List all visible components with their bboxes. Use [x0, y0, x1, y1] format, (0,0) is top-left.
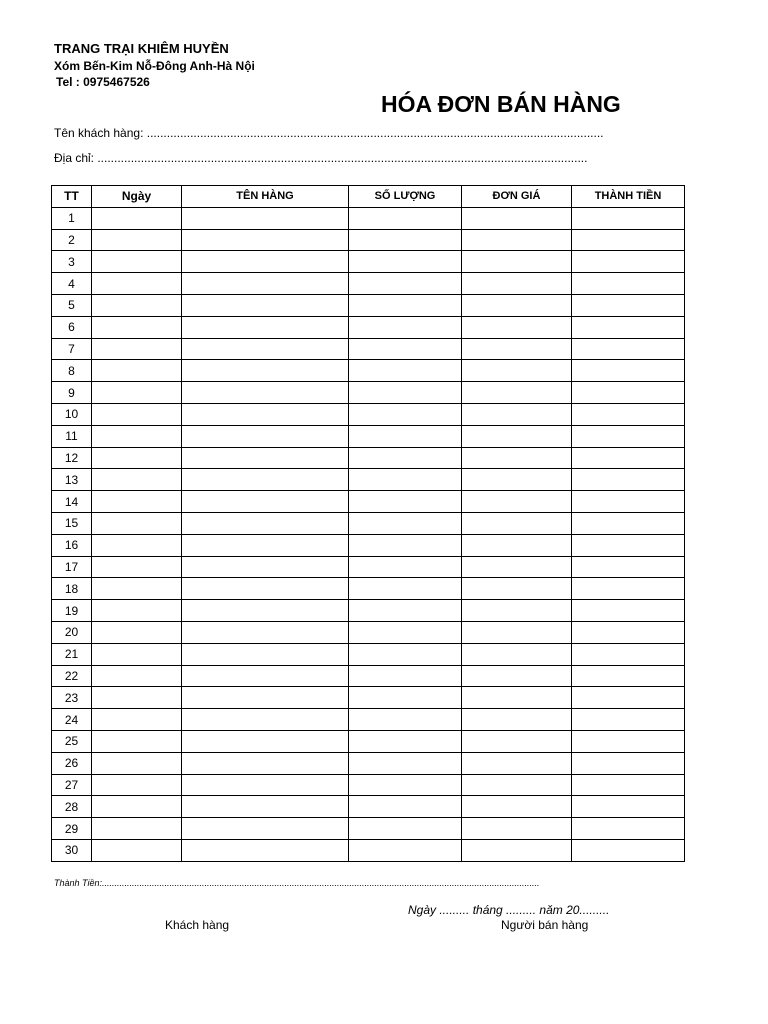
- cell-date[interactable]: [92, 687, 182, 709]
- cell-date[interactable]: [92, 469, 182, 491]
- cell-date[interactable]: [92, 556, 182, 578]
- table-row: [52, 730, 685, 752]
- cell-unit-price[interactable]: [462, 621, 572, 643]
- cell-quantity[interactable]: [349, 512, 462, 534]
- cell-unit-price[interactable]: [462, 796, 572, 818]
- cell-date[interactable]: [92, 491, 182, 513]
- table-row: [52, 621, 685, 643]
- cell-item-name[interactable]: [182, 687, 349, 709]
- cell-date[interactable]: [92, 621, 182, 643]
- cell-unit-price[interactable]: [462, 665, 572, 687]
- cell-unit-price[interactable]: [462, 316, 572, 338]
- cell-amount[interactable]: [572, 687, 685, 709]
- cell-unit-price[interactable]: [462, 818, 572, 840]
- cell-unit-price[interactable]: [462, 403, 572, 425]
- table-row: [52, 447, 685, 469]
- cell-unit-price[interactable]: [462, 425, 572, 447]
- cell-quantity[interactable]: [349, 752, 462, 774]
- cell-item-name[interactable]: [182, 709, 349, 731]
- cell-amount[interactable]: [572, 360, 685, 382]
- cell-amount[interactable]: [572, 229, 685, 251]
- cell-amount[interactable]: [572, 273, 685, 295]
- cell-quantity[interactable]: [349, 251, 462, 273]
- cell-item-name[interactable]: [182, 578, 349, 600]
- cell-item-name[interactable]: [182, 360, 349, 382]
- cell-amount[interactable]: [572, 643, 685, 665]
- cell-date[interactable]: [92, 534, 182, 556]
- cell-item-name[interactable]: [182, 839, 349, 861]
- cell-amount[interactable]: [572, 730, 685, 752]
- total-amount-line: Thành Tiền:...............................................................................................................................................................................: [54, 878, 540, 888]
- cell-quantity[interactable]: [349, 491, 462, 513]
- cell-date[interactable]: [92, 273, 182, 295]
- cell-unit-price[interactable]: [462, 687, 572, 709]
- row-number: 15: [52, 512, 92, 534]
- cell-quantity[interactable]: [349, 316, 462, 338]
- table-row: [52, 774, 685, 796]
- row-number: 16: [52, 534, 92, 556]
- column-header-tt: TT: [52, 186, 92, 208]
- cell-item-name[interactable]: [182, 796, 349, 818]
- row-number: 26: [52, 752, 92, 774]
- cell-item-name[interactable]: [182, 556, 349, 578]
- table-row: [52, 600, 685, 622]
- cell-amount[interactable]: [572, 425, 685, 447]
- column-header-amount: THÀNH TIỀN: [572, 186, 685, 208]
- cell-item-name[interactable]: [182, 294, 349, 316]
- cell-item-name[interactable]: [182, 469, 349, 491]
- table-row: [52, 251, 685, 273]
- cell-unit-price[interactable]: [462, 730, 572, 752]
- column-header-item-name: TÊN HÀNG: [182, 186, 349, 208]
- table-row: [52, 534, 685, 556]
- column-header-unit-price: ĐƠN GIÁ: [462, 186, 572, 208]
- row-number: 6: [52, 316, 92, 338]
- row-number: 17: [52, 556, 92, 578]
- cell-item-name[interactable]: [182, 273, 349, 295]
- cell-date[interactable]: [92, 643, 182, 665]
- cell-amount[interactable]: [572, 294, 685, 316]
- cell-amount[interactable]: [572, 447, 685, 469]
- date-line: Ngày ......... tháng ......... năm 20.........: [408, 903, 610, 917]
- cell-amount[interactable]: [572, 600, 685, 622]
- cell-quantity[interactable]: [349, 839, 462, 861]
- cell-quantity[interactable]: [349, 796, 462, 818]
- cell-unit-price[interactable]: [462, 447, 572, 469]
- row-number: 11: [52, 425, 92, 447]
- row-number: 8: [52, 360, 92, 382]
- cell-date[interactable]: [92, 207, 182, 229]
- row-number: 27: [52, 774, 92, 796]
- table-row: [52, 491, 685, 513]
- cell-date[interactable]: [92, 425, 182, 447]
- customer-address-field: Địa chỉ: ...................................................................................................................................................: [54, 151, 588, 165]
- row-number: 4: [52, 273, 92, 295]
- cell-item-name[interactable]: [182, 730, 349, 752]
- cell-item-name[interactable]: [182, 338, 349, 360]
- cell-date[interactable]: [92, 229, 182, 251]
- cell-unit-price[interactable]: [462, 207, 572, 229]
- cell-date[interactable]: [92, 730, 182, 752]
- row-number: 30: [52, 839, 92, 861]
- row-number: 19: [52, 600, 92, 622]
- cell-quantity[interactable]: [349, 643, 462, 665]
- cell-amount[interactable]: [572, 556, 685, 578]
- cell-date[interactable]: [92, 338, 182, 360]
- cell-item-name[interactable]: [182, 818, 349, 840]
- cell-quantity[interactable]: [349, 403, 462, 425]
- farm-name: TRANG TRẠI KHIÊM HUYỀN: [54, 41, 229, 56]
- row-number: 28: [52, 796, 92, 818]
- table-row: [52, 425, 685, 447]
- cell-unit-price[interactable]: [462, 709, 572, 731]
- table-row: [52, 687, 685, 709]
- cell-item-name[interactable]: [182, 251, 349, 273]
- row-number: 18: [52, 578, 92, 600]
- cell-date[interactable]: [92, 294, 182, 316]
- cell-item-name[interactable]: [182, 774, 349, 796]
- table-row: [52, 512, 685, 534]
- cell-amount[interactable]: [572, 818, 685, 840]
- cell-quantity[interactable]: [349, 273, 462, 295]
- cell-date[interactable]: [92, 316, 182, 338]
- cell-amount[interactable]: [572, 839, 685, 861]
- cell-unit-price[interactable]: [462, 338, 572, 360]
- row-number: 22: [52, 665, 92, 687]
- cell-amount[interactable]: [572, 752, 685, 774]
- cell-unit-price[interactable]: [462, 578, 572, 600]
- table-body: [52, 207, 685, 861]
- cell-date[interactable]: [92, 251, 182, 273]
- cell-quantity[interactable]: [349, 534, 462, 556]
- cell-item-name[interactable]: [182, 382, 349, 404]
- row-number: 1: [52, 207, 92, 229]
- cell-unit-price[interactable]: [462, 491, 572, 513]
- cell-amount[interactable]: [572, 469, 685, 491]
- table-row: [52, 338, 685, 360]
- cell-amount[interactable]: [572, 709, 685, 731]
- cell-amount[interactable]: [572, 403, 685, 425]
- cell-unit-price[interactable]: [462, 556, 572, 578]
- cell-date[interactable]: [92, 665, 182, 687]
- cell-unit-price[interactable]: [462, 251, 572, 273]
- row-number: 23: [52, 687, 92, 709]
- invoice-title: HÓA ĐƠN BÁN HÀNG: [381, 91, 621, 117]
- cell-date[interactable]: [92, 600, 182, 622]
- row-number: 2: [52, 229, 92, 251]
- cell-quantity[interactable]: [349, 818, 462, 840]
- cell-unit-price[interactable]: [462, 273, 572, 295]
- cell-quantity[interactable]: [349, 578, 462, 600]
- table-row: [52, 273, 685, 295]
- cell-quantity[interactable]: [349, 425, 462, 447]
- table-row: [52, 360, 685, 382]
- cell-unit-price[interactable]: [462, 774, 572, 796]
- table-row: [52, 709, 685, 731]
- table-header-row: [52, 186, 685, 208]
- table-row: [52, 665, 685, 687]
- row-number: 25: [52, 730, 92, 752]
- cell-amount[interactable]: [572, 774, 685, 796]
- cell-item-name[interactable]: [182, 425, 349, 447]
- cell-item-name[interactable]: [182, 447, 349, 469]
- row-number: 5: [52, 294, 92, 316]
- cell-date[interactable]: [92, 774, 182, 796]
- row-number: 7: [52, 338, 92, 360]
- farm-address: Xóm Bến-Kim Nỗ-Đông Anh-Hà Nội: [54, 59, 255, 73]
- cell-date[interactable]: [92, 360, 182, 382]
- cell-date[interactable]: [92, 447, 182, 469]
- cell-item-name[interactable]: [182, 665, 349, 687]
- table-row: [52, 818, 685, 840]
- cell-unit-price[interactable]: [462, 469, 572, 491]
- column-header-quantity: SỐ LƯỢNG: [349, 186, 462, 208]
- table-row: [52, 316, 685, 338]
- invoice-items-table: [51, 185, 685, 862]
- cell-item-name[interactable]: [182, 403, 349, 425]
- row-number: 9: [52, 382, 92, 404]
- table-row: [52, 752, 685, 774]
- row-number: 14: [52, 491, 92, 513]
- cell-quantity[interactable]: [349, 338, 462, 360]
- cell-unit-price[interactable]: [462, 382, 572, 404]
- cell-item-name[interactable]: [182, 600, 349, 622]
- cell-quantity[interactable]: [349, 687, 462, 709]
- cell-amount[interactable]: [572, 665, 685, 687]
- cell-item-name[interactable]: [182, 752, 349, 774]
- cell-quantity[interactable]: [349, 447, 462, 469]
- cell-date[interactable]: [92, 709, 182, 731]
- table-row: [52, 839, 685, 861]
- cell-quantity[interactable]: [349, 600, 462, 622]
- cell-unit-price[interactable]: [462, 839, 572, 861]
- cell-item-name[interactable]: [182, 643, 349, 665]
- table-row: [52, 294, 685, 316]
- cell-amount[interactable]: [572, 207, 685, 229]
- cell-quantity[interactable]: [349, 621, 462, 643]
- row-number: 12: [52, 447, 92, 469]
- cell-amount[interactable]: [572, 251, 685, 273]
- farm-phone: Tel : 0975467526: [56, 75, 150, 89]
- cell-quantity[interactable]: [349, 229, 462, 251]
- cell-quantity[interactable]: [349, 665, 462, 687]
- row-number: 10: [52, 403, 92, 425]
- table-row: [52, 796, 685, 818]
- cell-date[interactable]: [92, 752, 182, 774]
- cell-amount[interactable]: [572, 316, 685, 338]
- table-row: [52, 229, 685, 251]
- cell-date[interactable]: [92, 839, 182, 861]
- cell-quantity[interactable]: [349, 360, 462, 382]
- cell-quantity[interactable]: [349, 294, 462, 316]
- cell-quantity[interactable]: [349, 207, 462, 229]
- cell-item-name[interactable]: [182, 229, 349, 251]
- cell-item-name[interactable]: [182, 207, 349, 229]
- cell-date[interactable]: [92, 796, 182, 818]
- table-row: [52, 578, 685, 600]
- cell-unit-price[interactable]: [462, 360, 572, 382]
- cell-amount[interactable]: [572, 338, 685, 360]
- row-number: 20: [52, 621, 92, 643]
- cell-quantity[interactable]: [349, 730, 462, 752]
- customer-name-field: Tên khách hàng: .........................................................................................................................................: [54, 126, 604, 140]
- cell-unit-price[interactable]: [462, 229, 572, 251]
- cell-unit-price[interactable]: [462, 534, 572, 556]
- cell-unit-price[interactable]: [462, 600, 572, 622]
- cell-unit-price[interactable]: [462, 752, 572, 774]
- table-row: [52, 403, 685, 425]
- cell-date[interactable]: [92, 382, 182, 404]
- cell-unit-price[interactable]: [462, 643, 572, 665]
- cell-quantity[interactable]: [349, 382, 462, 404]
- cell-amount[interactable]: [572, 512, 685, 534]
- cell-amount[interactable]: [572, 534, 685, 556]
- cell-unit-price[interactable]: [462, 512, 572, 534]
- row-number: 29: [52, 818, 92, 840]
- cell-unit-price[interactable]: [462, 294, 572, 316]
- cell-quantity[interactable]: [349, 774, 462, 796]
- cell-quantity[interactable]: [349, 709, 462, 731]
- cell-amount[interactable]: [572, 578, 685, 600]
- cell-item-name[interactable]: [182, 512, 349, 534]
- cell-amount[interactable]: [572, 491, 685, 513]
- cell-date[interactable]: [92, 578, 182, 600]
- cell-item-name[interactable]: [182, 621, 349, 643]
- table-row: [52, 207, 685, 229]
- cell-date[interactable]: [92, 512, 182, 534]
- cell-amount[interactable]: [572, 382, 685, 404]
- customer-signature-label: Khách hàng: [165, 918, 230, 932]
- row-number: 3: [52, 251, 92, 273]
- row-number: 13: [52, 469, 92, 491]
- seller-signature-label: Người bán hàng: [501, 918, 589, 932]
- cell-item-name[interactable]: [182, 534, 349, 556]
- cell-amount[interactable]: [572, 796, 685, 818]
- table-row: [52, 382, 685, 404]
- cell-date[interactable]: [92, 818, 182, 840]
- cell-quantity[interactable]: [349, 469, 462, 491]
- table-row: [52, 469, 685, 491]
- table-row: [52, 556, 685, 578]
- row-number: 21: [52, 643, 92, 665]
- row-number: 24: [52, 709, 92, 731]
- cell-item-name[interactable]: [182, 491, 349, 513]
- cell-item-name[interactable]: [182, 316, 349, 338]
- column-header-date: Ngày: [92, 186, 182, 208]
- cell-quantity[interactable]: [349, 556, 462, 578]
- cell-date[interactable]: [92, 403, 182, 425]
- table-row: [52, 643, 685, 665]
- cell-amount[interactable]: [572, 621, 685, 643]
